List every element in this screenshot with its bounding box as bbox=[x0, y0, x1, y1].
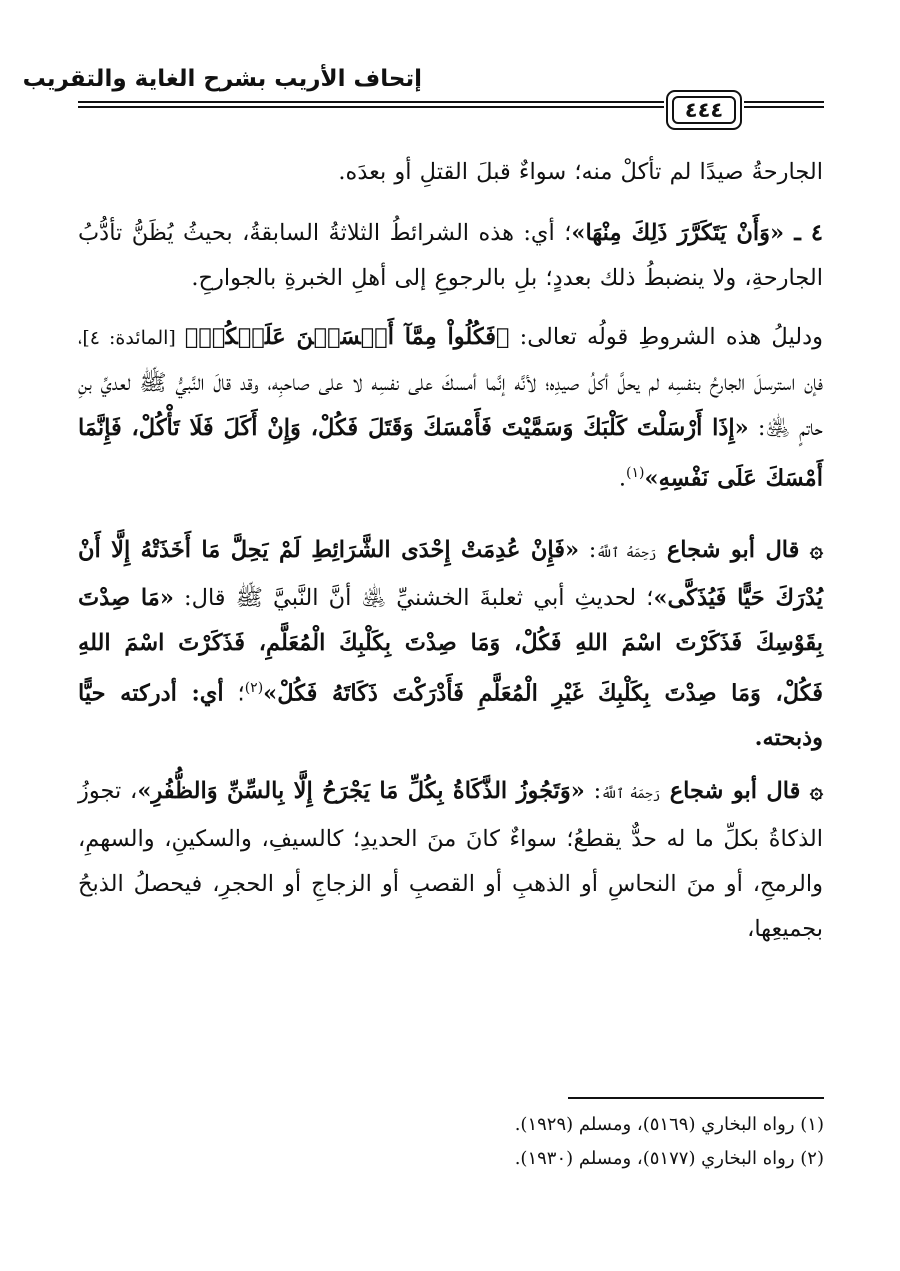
body-text bbox=[78, 150, 823, 952]
paragraph-text: ؛ bbox=[223, 680, 245, 706]
header-rule bbox=[744, 106, 824, 108]
page-number: ٤٤٤ bbox=[672, 96, 736, 124]
paragraph-1 bbox=[78, 150, 823, 195]
paragraph-text: ودليلُ هذه الشروطِ قولُه تعالى: bbox=[509, 324, 823, 350]
page-number-frame bbox=[666, 90, 742, 130]
paragraph-text: ؛ لحديثِ أبي ثعلبةَ الخشنيِّ ﵁ أنَّ النَّبيَّ ﷺ قال: bbox=[173, 584, 654, 611]
header-rule bbox=[78, 101, 664, 103]
footnote-text: رواه البخاري (٥١٧٧)، ومسلم (١٩٣٠). bbox=[514, 1148, 795, 1169]
footnote-text: رواه البخاري (٥١٦٩)، ومسلم (١٩٢٩). bbox=[514, 1114, 795, 1135]
footnote-number: (٢) bbox=[800, 1148, 824, 1169]
paragraph-text: : bbox=[579, 536, 597, 563]
honorific: رَحِمَهُ ٱللَّهُ bbox=[601, 787, 661, 802]
paragraph-text: : bbox=[584, 778, 602, 804]
paragraph-text: ، فإن استرسلَ الجارحُ بنفسِه لم يحلَّ أكلُ صيدِه؛ لأنَّه إنَّما أمسكَ على نفسِه لا على صاحبِه، وقد قالَ النَّبيُّ ﷺ لعديِّ بنِ حاتمٍ ﵁: bbox=[78, 324, 823, 441]
paragraph-4 bbox=[78, 528, 823, 762]
matn-quote: «فَإِنْ عُدِمَتْ إِحْدَى الشَّرَائِطِ لَمْ يَحِلَّ مَا أَخَذَتْهُ إِلَّا أَنْ يُدْرَكَ حَيًّا فَيُذَكَّى» bbox=[78, 536, 823, 611]
hadith-quote: «إِذَا أَرْسَلْتَ كَلْبَكَ وَسَمَّيْتَ فَأَمْسَكَ وَقَتَلَ فَكُلْ، وَإِنْ أَكَلَ فَلَا تَأْكُلْ، فَإِنَّمَا أَمْسَكَ عَلَى نَفْسِهِ» bbox=[78, 415, 823, 492]
paragraph-5 bbox=[78, 769, 823, 952]
honorific: رَحِمَهُ ٱللَّهُ bbox=[596, 545, 657, 561]
paragraph-text: . bbox=[618, 465, 627, 492]
header-rule bbox=[744, 101, 824, 103]
header-rule bbox=[78, 106, 664, 108]
verse-reference: [المائدة: ٤] bbox=[82, 327, 185, 349]
quran-verse: ﴿فَكُلُواْ مِمَّآ أَمۡسَكۡنَ عَلَيۡكُمۡ﴾ bbox=[184, 324, 510, 350]
footnotes bbox=[180, 1108, 824, 1176]
matn-quote: «وَتَجُوزُ الذَّكَاةُ بِكُلِّ مَا يَجْرَحُ إِلَّا بِالسِّنِّ وَالظُّفُرِ» bbox=[137, 778, 585, 804]
footnote-number: (١) bbox=[800, 1114, 824, 1135]
footnote-ref: (١) bbox=[626, 465, 645, 481]
speaker-name: قال أبو شجاع bbox=[660, 778, 810, 804]
speaker-name: قال أبو شجاع bbox=[656, 536, 810, 563]
paragraph-text: ، تجوزُ الذكاةُ بكلِّ ما له حدٌّ يقطعُ؛ سواءٌ كانَ منَ الحديدِ؛ كالسيفِ، والسكينِ، والسهمِ، والرمحِ، أو منَ النحاسِ أو الذهبِ أو القصبِ أو الزجاجِ أو الحجرِ، فيحصلُ الذبحُ بجميعِها، bbox=[78, 778, 823, 942]
paragraph-text: الجارحةُ صيدًا لم تأكلْ منه؛ سواءٌ قبلَ القتلِ أو بعدَه. bbox=[338, 159, 823, 185]
footnote-2 bbox=[180, 1142, 824, 1176]
paragraph-text: ؛ أي: هذه الشرائطُ الثلاثةُ السابقةُ، بحيثُ يُظَنُّ تأدُّبُ الجارحةِ، ولا ينضبطُ ذلك بعددٍ؛ بلِ بالرجوعِ إلى أهلِ الخبرةِ بالجوارحِ. bbox=[78, 220, 823, 291]
footnote-rule bbox=[568, 1097, 824, 1099]
paragraph-2 bbox=[78, 211, 823, 301]
section-mark-icon: ۞ bbox=[809, 536, 824, 563]
explanation: أي: أدركته حيًّا وذبحته. bbox=[78, 680, 823, 751]
condition-label: ٤ ـ «وَأَنْ يَتَكَرَّرَ ذَلِكَ مِنْهَا» bbox=[571, 220, 823, 246]
footnote-ref: (٢) bbox=[244, 679, 264, 696]
section-mark-icon: ۞ bbox=[809, 778, 824, 804]
hadith-quote: «مَا صِدْتَ بِقَوْسِكَ فَذَكَرْتَ اسْمَ اللهِ فَكُلْ، وَمَا صِدْتَ بِكَلْبِكَ الْمُعَلَّمِ، فَذَكَرْتَ اسْمَ اللهِ فَكُلْ، وَمَا صِدْتَ بِكَلْبِكَ غَيْرِ الْمُعَلَّمِ فَأَدْرَكْتَ ذَكَاتَهُ فَكُلْ» bbox=[78, 584, 823, 706]
running-header-title: إتحاف الأريب بشرح الغاية والتقريب bbox=[22, 66, 422, 92]
footnote-1 bbox=[180, 1108, 824, 1142]
paragraph-3 bbox=[78, 315, 823, 502]
